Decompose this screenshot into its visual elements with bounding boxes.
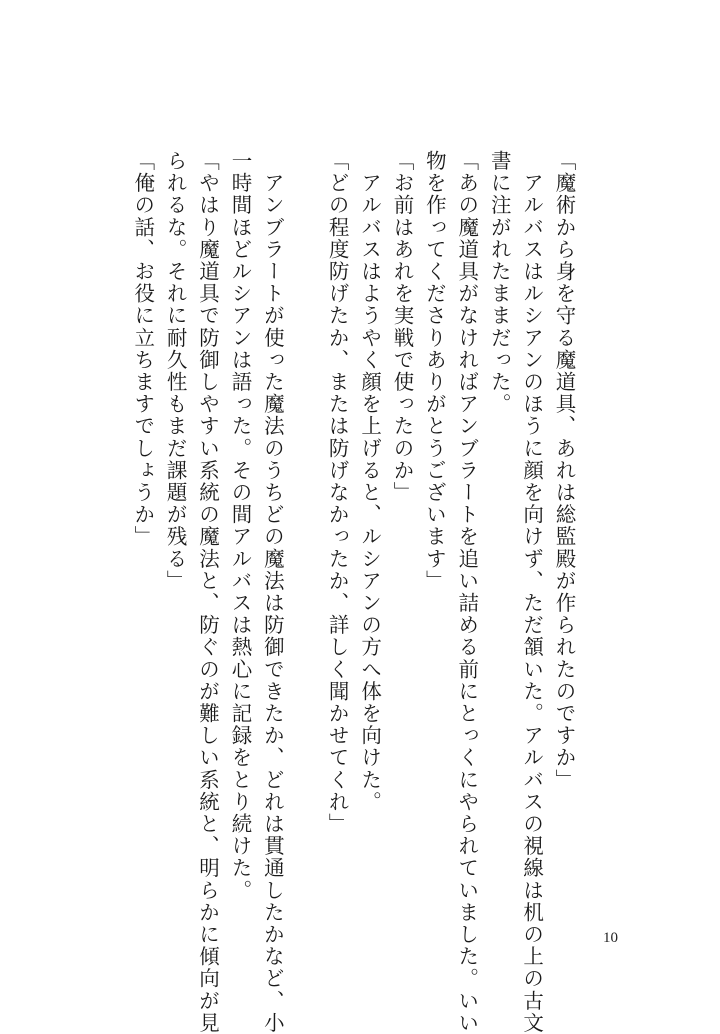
- text-line: アルバスはようやく顔を上げると、ルシアンの方へ体を向けた。: [357, 150, 382, 813]
- text-line: アンブラートが使った魔法のうちどの魔法は防御できたか、どれは貫通したかなど、小: [260, 150, 285, 1034]
- text-line: 物を作ってくださりありがとうございます」: [422, 150, 447, 592]
- text-line: 「お前はあれを実戦で使ったのか」: [389, 150, 414, 504]
- text-line: 一時間ほどルシアンは語った。その間アルバスは熱心に記録をとり続けた。: [227, 150, 252, 902]
- text-line: 「魔術から身を守る魔道具、あれは総監殿が作られたのですか」: [552, 150, 576, 791]
- text-line: 書に注がれたままだった。: [487, 150, 512, 416]
- page-number: 10: [603, 930, 618, 946]
- text-line: 「やはり魔道具で防御しやすい系統の魔法と、防ぐのが難しい系統と、明らかに傾向が見: [195, 150, 220, 1034]
- text-line: 「どの程度防げたか、または防げなかったか、詳しく聞かせてくれ」: [325, 150, 350, 836]
- vertical-text-body: [126, 150, 580, 1034]
- text-line: 「俺の話、お役に立ちますでしょうか」: [130, 150, 155, 548]
- text-line: アルバスはルシアンのほうに顔を向けず、ただ頷いた。アルバスの視線は机の上の古文: [519, 150, 544, 1034]
- blank-line: [288, 150, 320, 890]
- text-line: られるな。それに耐久性もまだ課題が残る」: [163, 150, 188, 592]
- text-line: 「あの魔道具がなければアンブラートを追い詰める前にとっくにやられていました。いい: [454, 150, 479, 1034]
